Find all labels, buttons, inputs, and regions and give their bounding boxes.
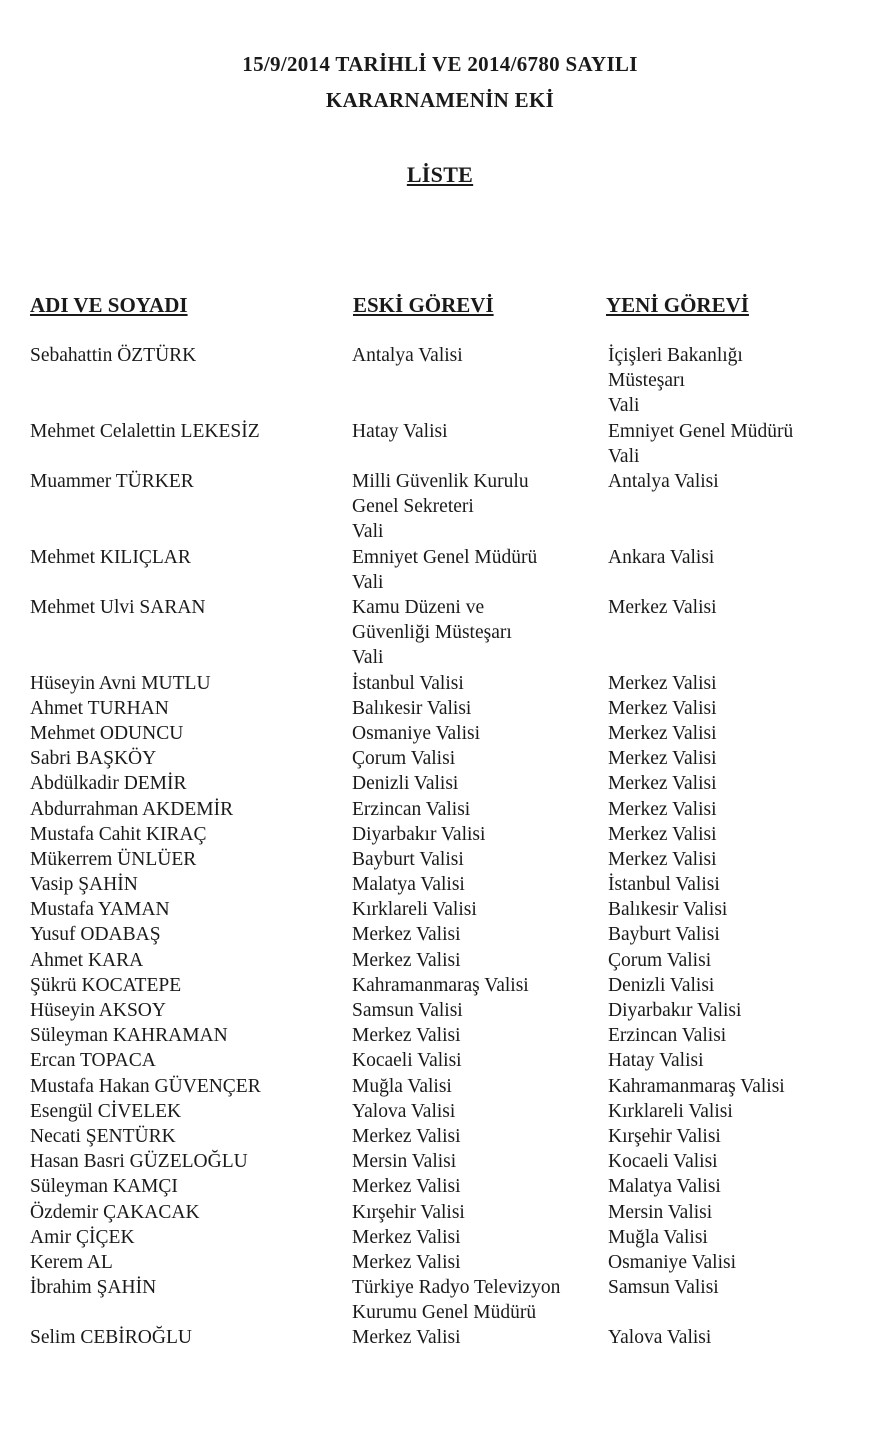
cell-new-position-line: Erzincan Valisi (608, 1025, 727, 1047)
cell-name: Ahmet TURHAN (30, 697, 169, 719)
cell-name: Hüseyin AKSOY (30, 1000, 166, 1021)
cell-name: Mustafa Hakan GÜVENÇER (30, 1075, 261, 1097)
cell-old-position-line: Samsun Valisi (352, 1000, 463, 1021)
cell-new-position (608, 1023, 726, 1048)
table-row (0, 872, 880, 897)
cell-name: Amir ÇİÇEK (30, 1226, 135, 1248)
cell-old-position-line: Malatya Valisi (352, 874, 465, 896)
cell-old-position (352, 771, 458, 796)
cell-new-position-line: Kırklareli Valisi (608, 1100, 733, 1122)
cell-new-position (608, 1275, 719, 1300)
cell-new-position (608, 469, 719, 494)
cell-old-position-line: Antalya Valisi (352, 345, 463, 366)
cell-old-position (352, 797, 470, 822)
cell-old-position-line: Denizli Valisi (352, 773, 459, 795)
cell-new-position-line: Osmaniye Valisi (608, 1251, 737, 1273)
cell-name: Selim CEBİROĞLU (30, 1327, 192, 1349)
table-row (0, 746, 880, 771)
cell-name: Özdemir ÇAKACAK (30, 1201, 200, 1223)
cell-new-position-line: Merkez Valisi (608, 596, 717, 618)
cell-name: Abdülkadir DEMİR (30, 773, 187, 795)
cell-new-position-line: Denizli Valisi (608, 974, 715, 996)
cell-old-position-line: Merkez Valisi (352, 949, 461, 971)
cell-old-position (352, 419, 448, 444)
cell-name: Mustafa YAMAN (30, 899, 170, 921)
cell-new-position-line: Kahramanmaraş Valisi (608, 1075, 785, 1097)
cell-new-position-line: Samsun Valisi (608, 1277, 719, 1299)
cell-name: İbrahim ŞAHİN (30, 1277, 157, 1299)
cell-old-position-line: Kurumu Genel Müdürü (352, 1302, 537, 1324)
cell-new-position-line: Ankara Valisi (608, 546, 715, 568)
cell-name: Hüseyin Avni MUTLU (30, 672, 211, 694)
cell-name: Yusuf ODABAŞ (30, 924, 161, 946)
cell-new-position-line: Merkez Valisi (608, 823, 717, 845)
cell-new-position (608, 419, 793, 469)
cell-new-position-line: Mersin Valisi (608, 1201, 713, 1223)
table-row (0, 1023, 880, 1048)
cell-old-position-line: Balıkesir Valisi (352, 697, 472, 719)
cell-new-position-line: Bayburt Valisi (608, 924, 720, 946)
cell-old-position (352, 847, 464, 872)
table-row (0, 1149, 880, 1174)
cell-new-position (608, 671, 717, 696)
table-row (0, 1174, 880, 1199)
table-row (0, 771, 880, 796)
table-row (0, 1048, 880, 1073)
table-row (0, 998, 880, 1023)
list-title: LİSTE (406, 162, 474, 187)
cell-old-position-line: Merkez Valisi (352, 1176, 461, 1198)
table-row (0, 1124, 880, 1149)
cell-new-position (608, 922, 720, 947)
column-header-name: ADI VE SOYADI (30, 293, 188, 317)
cell-new-position (608, 343, 743, 419)
cell-old-position-line: Diyarbakır Valisi (352, 823, 486, 845)
cell-new-position (608, 872, 720, 897)
cell-old-position-line: Merkez Valisi (352, 1251, 461, 1273)
cell-new-position-line: Kocaeli Valisi (608, 1151, 718, 1173)
document-title-line-1: 15/9/2014 TARİHLİ VE 2014/6780 SAYILI (242, 52, 638, 76)
cell-old-position (352, 1174, 461, 1199)
table-row (0, 897, 880, 922)
column-header-old-position: ESKİ GÖREVİ (353, 293, 494, 317)
cell-old-position-line: Türkiye Radyo Televizyon (352, 1277, 561, 1299)
cell-old-position (352, 1250, 461, 1275)
cell-new-position (608, 1124, 721, 1149)
cell-old-position-line: Yalova Valisi (352, 1100, 456, 1122)
cell-old-position-line: Mersin Valisi (352, 1151, 457, 1173)
cell-old-position-line: Muğla Valisi (352, 1075, 452, 1097)
cell-old-position-line: Emniyet Genel Müdürü (352, 546, 538, 568)
cell-new-position (608, 1325, 711, 1350)
cell-new-position-line: Merkez Valisi (608, 798, 717, 820)
cell-new-position (608, 948, 711, 973)
cell-old-position (352, 973, 529, 998)
cell-old-position (352, 1225, 461, 1250)
cell-old-position-line: Milli Güvenlik Kurulu (352, 470, 529, 492)
cell-name: Mehmet Celalettin LEKESİZ (30, 420, 260, 442)
cell-new-position-line: Merkez Valisi (608, 672, 717, 694)
cell-old-position (352, 469, 529, 545)
cell-new-position-line: Merkez Valisi (608, 773, 717, 795)
cell-old-position (352, 897, 477, 922)
table-row (0, 671, 880, 696)
cell-old-position (352, 1099, 455, 1124)
table-row (0, 1275, 880, 1325)
cell-old-position (352, 872, 465, 897)
cell-name: Abdurrahman AKDEMİR (30, 798, 234, 820)
cell-name: Muammer TÜRKER (30, 470, 194, 492)
cell-new-position (608, 696, 717, 721)
column-header-new-position: YENİ GÖREVİ (606, 293, 749, 317)
cell-name: Mehmet KILIÇLAR (30, 546, 191, 568)
cell-new-position-line: Vali (608, 445, 640, 467)
cell-new-position-line: Diyarbakır Valisi (608, 1000, 742, 1021)
cell-name: Sebahattin ÖZTÜRK (30, 345, 197, 366)
cell-old-position (352, 822, 485, 847)
table-row (0, 469, 880, 545)
cell-old-position-line: Merkez Valisi (352, 1226, 461, 1248)
cell-old-position (352, 1149, 456, 1174)
cell-old-position (352, 1124, 461, 1149)
table-row (0, 847, 880, 872)
cell-new-position (608, 797, 717, 822)
cell-new-position-line: Merkez Valisi (608, 848, 717, 870)
cell-old-position-line: Bayburt Valisi (352, 848, 464, 870)
cell-name: Hasan Basri GÜZELOĞLU (30, 1151, 248, 1173)
cell-old-position (352, 696, 471, 721)
cell-old-position (352, 948, 461, 973)
cell-new-position (608, 545, 714, 570)
cell-name: Mükerrem ÜNLÜER (30, 848, 197, 870)
cell-new-position (608, 897, 727, 922)
cell-new-position (608, 1225, 708, 1250)
cell-new-position-line: Merkez Valisi (608, 697, 717, 719)
cell-old-position-line: Vali (352, 571, 384, 593)
cell-new-position (608, 1250, 736, 1275)
cell-name: Şükrü KOCATEPE (30, 974, 182, 996)
table-row (0, 595, 880, 671)
cell-new-position-line: Muğla Valisi (608, 1226, 708, 1248)
cell-name: Ahmet KARA (30, 949, 144, 971)
cell-old-position-line: Kırklareli Valisi (352, 899, 477, 921)
cell-new-position-line: Çorum Valisi (608, 949, 712, 971)
cell-name: Mehmet ODUNCU (30, 722, 184, 744)
table-row (0, 1074, 880, 1099)
cell-old-position-line: Merkez Valisi (352, 1327, 461, 1349)
cell-new-position (608, 1048, 704, 1073)
cell-old-position-line: Merkez Valisi (352, 1125, 461, 1147)
cell-new-position (608, 973, 714, 998)
table-row (0, 545, 880, 595)
table-row (0, 1225, 880, 1250)
cell-old-position (352, 1325, 461, 1350)
cell-old-position-line: Hatay Valisi (352, 420, 448, 442)
cell-old-position-line: Kahramanmaraş Valisi (352, 974, 529, 996)
appointment-list (0, 343, 880, 1351)
cell-old-position (352, 721, 480, 746)
table-row (0, 973, 880, 998)
cell-old-position (352, 545, 537, 595)
cell-new-position (608, 998, 741, 1023)
cell-new-position (608, 771, 717, 796)
table-row (0, 797, 880, 822)
cell-old-position-line: Merkez Valisi (352, 1025, 461, 1047)
cell-old-position-line: Osmaniye Valisi (352, 722, 481, 744)
cell-old-position-line: Merkez Valisi (352, 924, 461, 946)
cell-old-position (352, 343, 463, 368)
cell-old-position-line: Vali (352, 647, 384, 669)
cell-old-position (352, 1275, 560, 1325)
table-row (0, 1200, 880, 1225)
table-row (0, 419, 880, 469)
cell-name: Sabri BAŞKÖY (30, 748, 157, 770)
cell-new-position (608, 847, 717, 872)
cell-new-position (608, 822, 717, 847)
cell-old-position-line: İstanbul Valisi (352, 672, 464, 694)
cell-name: Vasip ŞAHİN (30, 874, 138, 896)
cell-new-position (608, 1149, 718, 1174)
table-row (0, 922, 880, 947)
cell-new-position-line: İstanbul Valisi (608, 874, 720, 896)
cell-new-position-line: Malatya Valisi (608, 1176, 721, 1198)
cell-new-position-line: Yalova Valisi (608, 1327, 712, 1349)
table-row (0, 948, 880, 973)
cell-new-position-line: Balıkesir Valisi (608, 899, 728, 921)
cell-old-position-line: Erzincan Valisi (352, 798, 471, 820)
cell-new-position (608, 1099, 733, 1124)
cell-new-position-line: Kırşehir Valisi (608, 1125, 721, 1147)
cell-old-position-line: Çorum Valisi (352, 748, 456, 770)
cell-name: Esengül CİVELEK (30, 1100, 182, 1122)
cell-name: Mustafa Cahit KIRAÇ (30, 823, 207, 845)
cell-new-position (608, 746, 717, 771)
cell-name: Süleyman KAMÇI (30, 1176, 178, 1198)
cell-new-position (608, 721, 717, 746)
cell-name: Kerem AL (30, 1251, 113, 1273)
cell-new-position-line: Merkez Valisi (608, 722, 717, 744)
cell-new-position-line: Merkez Valisi (608, 748, 717, 770)
cell-old-position-line: Kocaeli Valisi (352, 1050, 462, 1072)
cell-old-position (352, 1023, 461, 1048)
cell-old-position (352, 595, 512, 671)
cell-new-position-line: Antalya Valisi (608, 470, 719, 492)
cell-new-position (608, 1074, 785, 1099)
cell-old-position-line: Güvenliği Müsteşarı (352, 622, 512, 644)
cell-name: Necati ŞENTÜRK (30, 1125, 176, 1147)
cell-new-position-line: Emniyet Genel Müdürü (608, 420, 794, 442)
cell-old-position-line: Genel Sekreteri (352, 496, 474, 518)
cell-old-position-line: Vali (352, 521, 384, 543)
table-row (0, 822, 880, 847)
cell-name: Mehmet Ulvi SARAN (30, 596, 206, 618)
cell-old-position (352, 922, 461, 947)
cell-old-position (352, 998, 463, 1023)
cell-old-position (352, 671, 464, 696)
cell-name: Süleyman KAHRAMAN (30, 1025, 228, 1047)
cell-old-position (352, 746, 455, 771)
cell-old-position-line: Kırşehir Valisi (352, 1201, 465, 1223)
cell-name: Ercan TOPACA (30, 1050, 156, 1072)
cell-old-position (352, 1048, 462, 1073)
cell-old-position-line: Kamu Düzeni ve (352, 596, 485, 618)
cell-new-position (608, 595, 717, 620)
cell-new-position-line: Vali (608, 395, 640, 417)
document-title-line-2: KARARNAMENİN EKİ (325, 88, 555, 112)
table-row (0, 1325, 880, 1350)
cell-new-position (608, 1174, 721, 1199)
table-row (0, 343, 880, 419)
cell-new-position-line: Müsteşarı (608, 370, 685, 392)
table-row (0, 721, 880, 746)
table-row (0, 696, 880, 721)
cell-old-position (352, 1200, 465, 1225)
cell-old-position (352, 1074, 452, 1099)
table-row (0, 1099, 880, 1124)
cell-new-position-line: Hatay Valisi (608, 1050, 704, 1072)
cell-new-position-line: İçişleri Bakanlığı (608, 345, 743, 366)
table-row (0, 1250, 880, 1275)
cell-new-position (608, 1200, 712, 1225)
